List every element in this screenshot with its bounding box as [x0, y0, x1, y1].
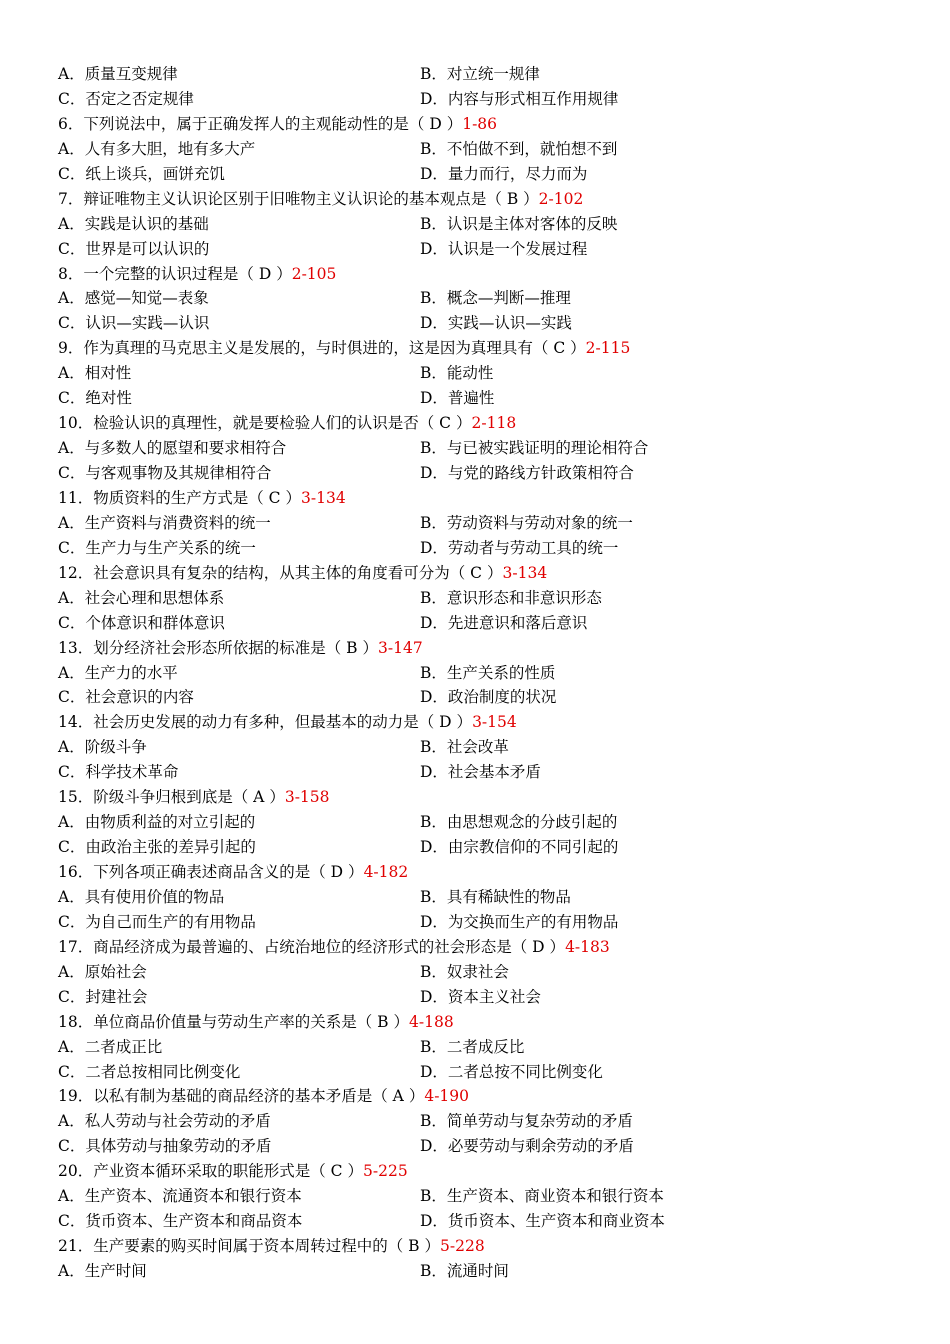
option-c: C．与客观事物及其规律相符合	[58, 464, 272, 482]
option-d: D．二者总按不同比例变化	[420, 1062, 603, 1081]
option-b: B．奴隶社会	[420, 962, 509, 981]
option-a: A．生产资料与消费资料的统一	[58, 513, 271, 532]
option-c: C．货币资本、生产资本和商品资本	[58, 1212, 303, 1231]
option-b: B．意识形态和非意识形态	[420, 588, 602, 607]
option-c: C．否定之否定规律	[58, 89, 194, 108]
option-row	[58, 885, 898, 910]
option-row	[58, 735, 898, 760]
option-row	[58, 586, 898, 611]
answer-close-paren: ）	[456, 713, 473, 732]
answer-key: B	[377, 1012, 389, 1031]
option-b: B．由思想观念的分歧引起的	[420, 813, 618, 832]
question-stem: 14．社会历史发展的动力有多种，但最基本的动力是（	[58, 713, 435, 732]
option-a: A．由物质利益的对立引起的	[58, 813, 256, 832]
option-d: D．由宗教信仰的不同引起的	[420, 838, 619, 857]
answer-close-paren: ）	[570, 339, 586, 358]
option-row	[58, 1035, 898, 1060]
question-stem-line	[58, 785, 898, 810]
option-c: C．社会意识的内容	[58, 688, 194, 707]
option-a: A．生产时间	[58, 1262, 147, 1280]
question-stem-line	[58, 187, 898, 212]
answer-key: C	[330, 1162, 343, 1181]
question-stem: 21．生产要素的购买时间属于资本周转过程中的（	[58, 1237, 404, 1256]
option-row	[58, 62, 898, 87]
page-reference: 2-105	[291, 264, 337, 283]
option-d: D．社会基本矛盾	[420, 763, 541, 782]
option-a: A．阶级斗争	[58, 738, 147, 757]
answer-close-paren: ）	[486, 563, 503, 582]
option-row	[58, 1134, 898, 1159]
page-reference: 5-228	[440, 1237, 485, 1256]
question-stem-line	[58, 262, 898, 287]
option-b: B．认识是主体对客体的反映	[420, 214, 618, 233]
option-a: A．与多数人的愿望和要求相符合	[58, 439, 287, 458]
page-reference: 3-158	[284, 788, 330, 807]
question-stem-line	[58, 411, 898, 436]
option-row	[58, 386, 898, 411]
answer-close-paren: ）	[523, 189, 539, 208]
option-c: C．为自己而生产的有用物品	[58, 912, 256, 931]
option-d: D．普遍性	[420, 389, 495, 408]
option-c: C．封建社会	[58, 987, 148, 1006]
question-stem: 19．以私有制为基础的商品经济的基本矛盾是（	[58, 1087, 388, 1106]
option-d: D．量力而行，尽力而为	[420, 164, 588, 183]
option-b: B．对立统一规律	[420, 65, 540, 83]
question-stem-line	[58, 710, 898, 735]
question-stem: 16．下列各项正确表述商品含义的是（	[58, 863, 326, 881]
option-row	[58, 1109, 898, 1134]
option-a: A．社会心理和思想体系	[58, 588, 225, 607]
option-row	[58, 611, 898, 636]
option-b: B．二者成反比	[420, 1037, 525, 1056]
option-a: A．感觉—知觉—表象	[58, 289, 209, 308]
answer-key: D	[330, 863, 344, 881]
answer-key: D	[258, 264, 272, 283]
option-row	[58, 661, 898, 686]
answer-close-paren: ）	[347, 1162, 363, 1181]
page-reference: 4-190	[424, 1087, 470, 1106]
option-row	[58, 960, 898, 985]
question-stem: 8．一个完整的认识过程是（	[58, 264, 254, 283]
option-row	[58, 311, 898, 336]
option-a: A．质量互变规律	[58, 65, 178, 83]
option-d: D．资本主义社会	[420, 987, 541, 1006]
answer-key: C	[553, 339, 566, 358]
answer-key: D	[532, 937, 545, 956]
option-row	[58, 910, 898, 935]
option-row	[58, 237, 898, 262]
option-row	[58, 87, 898, 112]
page-reference: 4-183	[565, 937, 610, 956]
option-c: C．世界是可以认识的	[58, 239, 210, 258]
answer-key: A	[392, 1087, 404, 1106]
answer-key: D	[439, 713, 452, 732]
option-row	[58, 760, 898, 785]
option-a: A．私人劳动与社会劳动的矛盾	[58, 1112, 271, 1131]
page-reference: 4-182	[363, 863, 409, 881]
page-reference: 3-154	[472, 713, 517, 732]
option-row	[58, 286, 898, 311]
answer-close-paren: ）	[455, 414, 472, 433]
option-a: A．生产资本、流通资本和银行资本	[58, 1187, 302, 1206]
page-reference: 2-118	[471, 414, 517, 433]
option-row	[58, 461, 898, 486]
option-row	[58, 985, 898, 1010]
answer-key: A	[253, 788, 265, 807]
option-a: A．实践是认识的基础	[58, 214, 209, 233]
question-stem: 11．物质资料的生产方式是（	[58, 488, 264, 507]
question-stem: 15．阶级斗争归根到底是（	[58, 788, 249, 807]
option-b: B．生产关系的性质	[420, 663, 556, 682]
question-stem-line	[58, 336, 898, 361]
page-reference: 2-115	[585, 339, 631, 358]
option-c: C．二者总按相同比例变化	[58, 1062, 241, 1081]
question-stem-line	[58, 112, 898, 137]
option-a: A．生产力的水平	[58, 663, 178, 682]
option-b: B．生产资本、商业资本和银行资本	[420, 1187, 664, 1206]
question-stem-line	[58, 561, 898, 586]
answer-close-paren: ）	[362, 638, 379, 657]
answer-key: B	[506, 189, 519, 208]
answer-key: B	[408, 1237, 420, 1256]
answer-key: D	[429, 114, 442, 133]
page-reference: 1-86	[462, 114, 498, 133]
option-b: B．劳动资料与劳动对象的统一	[420, 513, 633, 532]
question-stem-line	[58, 486, 898, 511]
answer-close-paren: ）	[446, 114, 463, 133]
option-row	[58, 685, 898, 710]
option-a: A．具有使用价值的物品	[58, 887, 225, 906]
question-stem: 18．单位商品价值量与劳动生产率的关系是（	[58, 1012, 373, 1031]
page-reference: 2-102	[538, 189, 584, 208]
option-c: C．绝对性	[58, 389, 132, 408]
option-d: D．与党的路线方针政策相符合	[420, 464, 634, 482]
option-row	[58, 361, 898, 386]
option-b: B．具有稀缺性的物品	[420, 887, 571, 906]
option-b: B．不怕做不到，就怕想不到	[420, 139, 618, 158]
answer-close-paren: ）	[424, 1237, 441, 1256]
answer-key: C	[268, 488, 281, 507]
option-d: D．实践—认识—实践	[420, 314, 572, 333]
option-d: D．认识是一个发展过程	[420, 239, 588, 258]
option-b: B．概念—判断—推理	[420, 289, 571, 308]
answer-close-paren: ）	[285, 488, 301, 507]
option-d: D．必要劳动与剩余劳动的矛盾	[420, 1137, 634, 1156]
answer-key: B	[346, 638, 358, 657]
option-row	[58, 1209, 898, 1234]
option-d: D．劳动者与劳动工具的统一	[420, 538, 619, 557]
option-b: B．社会改革	[420, 738, 509, 757]
option-a: A．人有多大胆，地有多大产	[58, 139, 256, 158]
option-d: D．为交换而生产的有用物品	[420, 912, 619, 931]
page-reference: 3-134	[502, 563, 548, 582]
option-d: D．政治制度的状况	[420, 688, 557, 707]
page-reference: 5-225	[363, 1162, 408, 1181]
option-b: B．简单劳动与复杂劳动的矛盾	[420, 1112, 633, 1131]
question-stem: 17．商品经济成为最普遍的、占统治地位的经济形式的社会形态是（	[58, 937, 528, 956]
option-row	[58, 162, 898, 187]
option-c: C．生产力与生产关系的统一	[58, 538, 256, 557]
question-stem: 9．作为真理的马克思主义是发展的，与时俱进的，这是因为真理具有（	[58, 339, 549, 358]
option-row	[58, 810, 898, 835]
option-row	[58, 1259, 898, 1284]
option-row	[58, 137, 898, 162]
option-row	[58, 1184, 898, 1209]
answer-close-paren: ）	[393, 1012, 410, 1031]
question-stem-line	[58, 636, 898, 661]
option-a: A．二者成正比	[58, 1037, 163, 1056]
page-reference: 4-188	[409, 1012, 454, 1031]
option-a: A．相对性	[58, 364, 132, 383]
option-d: D．货币资本、生产资本和商业资本	[420, 1212, 665, 1231]
option-d: D．内容与形式相互作用规律	[420, 89, 619, 108]
answer-close-paren: ）	[348, 863, 364, 881]
question-stem: 7．辩证唯物主义认识论区别于旧唯物主义认识论的基本观点是（	[58, 189, 502, 208]
option-row	[58, 1060, 898, 1085]
question-stem: 12．社会意识具有复杂的结构，从其主体的角度看可分为（	[58, 563, 466, 582]
page-reference: 3-147	[378, 638, 423, 657]
option-b: B．与已被实践证明的理论相符合	[420, 439, 649, 458]
option-c: C．纸上谈兵，画饼充饥	[58, 164, 225, 183]
option-c: C．科学技术革命	[58, 763, 179, 782]
question-stem: 10．检验认识的真理性，就是要检验人们的认识是否（	[58, 414, 435, 433]
option-c: C．具体劳动与抽象劳动的矛盾	[58, 1137, 272, 1156]
option-b: B．流通时间	[420, 1262, 509, 1280]
question-stem-line	[58, 860, 898, 885]
option-b: B．能动性	[420, 364, 494, 383]
option-d: D．先进意识和落后意识	[420, 613, 588, 632]
answer-key: C	[470, 563, 483, 582]
option-row	[58, 436, 898, 461]
question-stem-line	[58, 935, 898, 960]
answer-close-paren: ）	[269, 788, 285, 807]
option-row	[58, 212, 898, 237]
question-stem-line	[58, 1010, 898, 1035]
option-c: C．个体意识和群体意识	[58, 613, 225, 632]
answer-close-paren: ）	[408, 1087, 425, 1106]
question-stem: 20．产业资本循环采取的职能形式是（	[58, 1162, 326, 1181]
answer-key: C	[439, 414, 452, 433]
option-c: C．认识—实践—认识	[58, 314, 210, 333]
answer-close-paren: ）	[276, 264, 292, 283]
option-c: C．由政治主张的差异引起的	[58, 838, 256, 857]
question-stem-line	[58, 1234, 898, 1259]
document-page	[58, 62, 898, 1284]
page-reference: 3-134	[301, 488, 346, 507]
question-stem-line	[58, 1084, 898, 1109]
answer-close-paren: ）	[549, 937, 566, 956]
option-row	[58, 511, 898, 536]
option-row	[58, 835, 898, 860]
option-a: A．原始社会	[58, 962, 147, 981]
option-row	[58, 536, 898, 561]
question-stem-line	[58, 1159, 898, 1184]
question-stem: 6．下列说法中，属于正确发挥人的主观能动性的是（	[58, 114, 425, 133]
question-stem: 13．划分经济社会形态所依据的标准是（	[58, 638, 342, 657]
